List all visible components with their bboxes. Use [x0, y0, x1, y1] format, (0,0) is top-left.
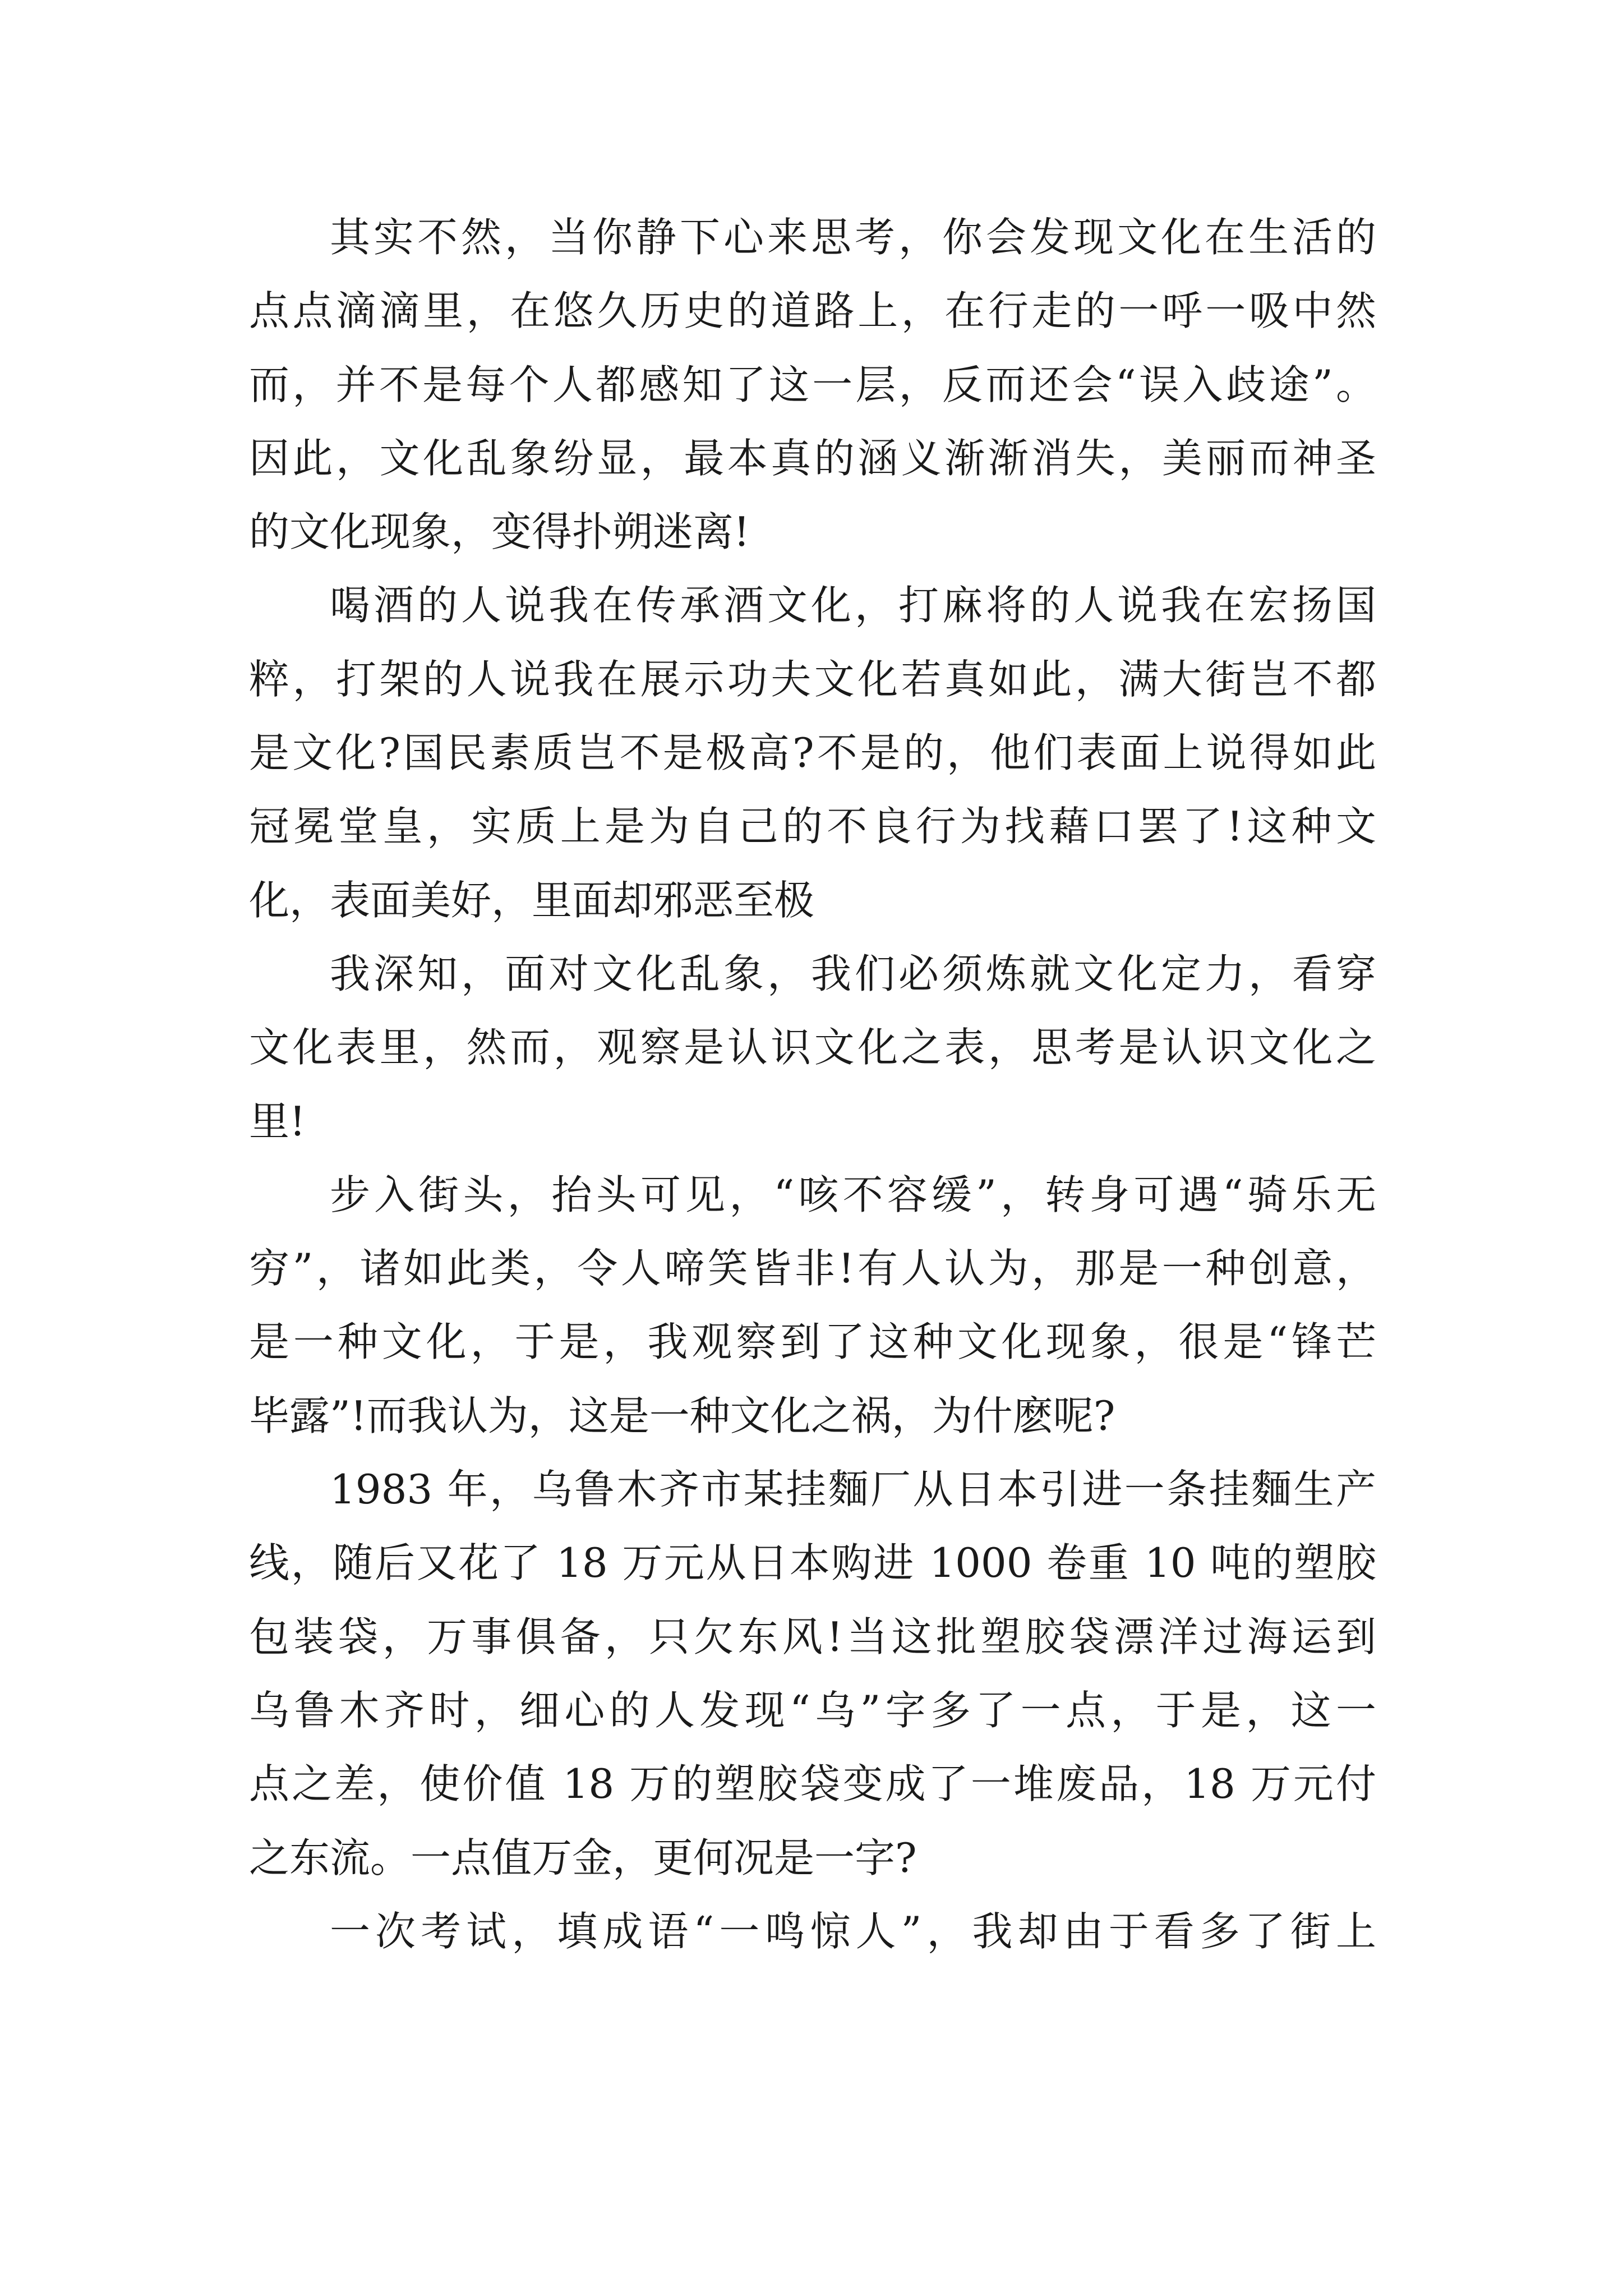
text-line: 里!: [249, 1097, 306, 1145]
paragraph-2: [249, 569, 1376, 937]
text-line: 的文化现象，变得扑朔迷离!: [249, 508, 750, 556]
text-line: 线，随后又花了 18 万元从日本购进 1000 卷重 10 吨的塑胶: [249, 1539, 1376, 1587]
text-line: 粹，打架的人说我在展示功夫文化若真如此，满大街岂不都: [249, 655, 1376, 703]
text-line: 是文化?国民素质岂不是极高?不是的，他们表面上说得如此: [249, 729, 1376, 777]
paragraph-6: [249, 1895, 1376, 1968]
text-line: 喝酒的人说我在传承酒文化，打麻将的人说我在宏扬国: [330, 582, 1376, 629]
text-line: 冠冕堂皇，实质上是为自己的不良行为找藉口罢了!这种文: [249, 803, 1376, 850]
text-line: 一次考试，填成语“一鸣惊人”，我却由于看多了街上: [330, 1907, 1376, 1955]
text-line: 而，并不是每个人都感知了这一层，反而还会“误入歧途”。: [249, 361, 1376, 408]
text-line: 因此，文化乱象纷显，最本真的涵义渐渐消失，美丽而神圣: [249, 434, 1376, 482]
paragraph-5: [249, 1453, 1376, 1895]
text-line: 点点滴滴里，在悠久历史的道路上，在行走的一呼一吸中然: [249, 287, 1376, 335]
text-line: 步入街头，抬头可见，“咳不容缓”，转身可遇“骑乐无: [330, 1171, 1376, 1218]
text-line: 我深知，面对文化乱象，我们必须炼就文化定力，看穿: [330, 950, 1376, 997]
paragraph-4: [249, 1158, 1376, 1453]
text-line: 1983 年，乌鲁木齐市某挂麵厂从日本引进一条挂麵生产: [330, 1466, 1376, 1513]
text-line: 包装袋，万事俱备，只欠东风!当这批塑胶袋漂洋过海运到: [249, 1613, 1376, 1660]
text-line: 是一种文化，于是，我观察到了这种文化现象，很是“锋芒: [249, 1318, 1376, 1366]
text-line: 文化表里，然而，观察是认识文化之表，思考是认识文化之: [249, 1024, 1376, 1071]
text-line: 毕露”!而我认为，这是一种文化之祸，为什麽呢?: [249, 1392, 1115, 1439]
text-line: 乌鲁木齐时，细心的人发现“乌”字多了一点，于是，这一: [249, 1686, 1376, 1734]
document-body: [249, 201, 1376, 1968]
text-line: 之东流。一点值万金，更何况是一字?: [249, 1834, 917, 1881]
text-line: 其实不然，当你静下心来思考，你会发现文化在生活的: [330, 214, 1376, 261]
paragraph-1: [249, 201, 1376, 569]
paragraph-3: [249, 937, 1376, 1158]
text-line: 点之差，使价值 18 万的塑胶袋变成了一堆废品，18 万元付: [249, 1760, 1376, 1808]
text-line: 穷”，诸如此类，令人啼笑皆非!有人认为，那是一种创意，: [249, 1245, 1376, 1292]
text-line: 化，表面美好，里面却邪恶至极: [249, 876, 815, 924]
